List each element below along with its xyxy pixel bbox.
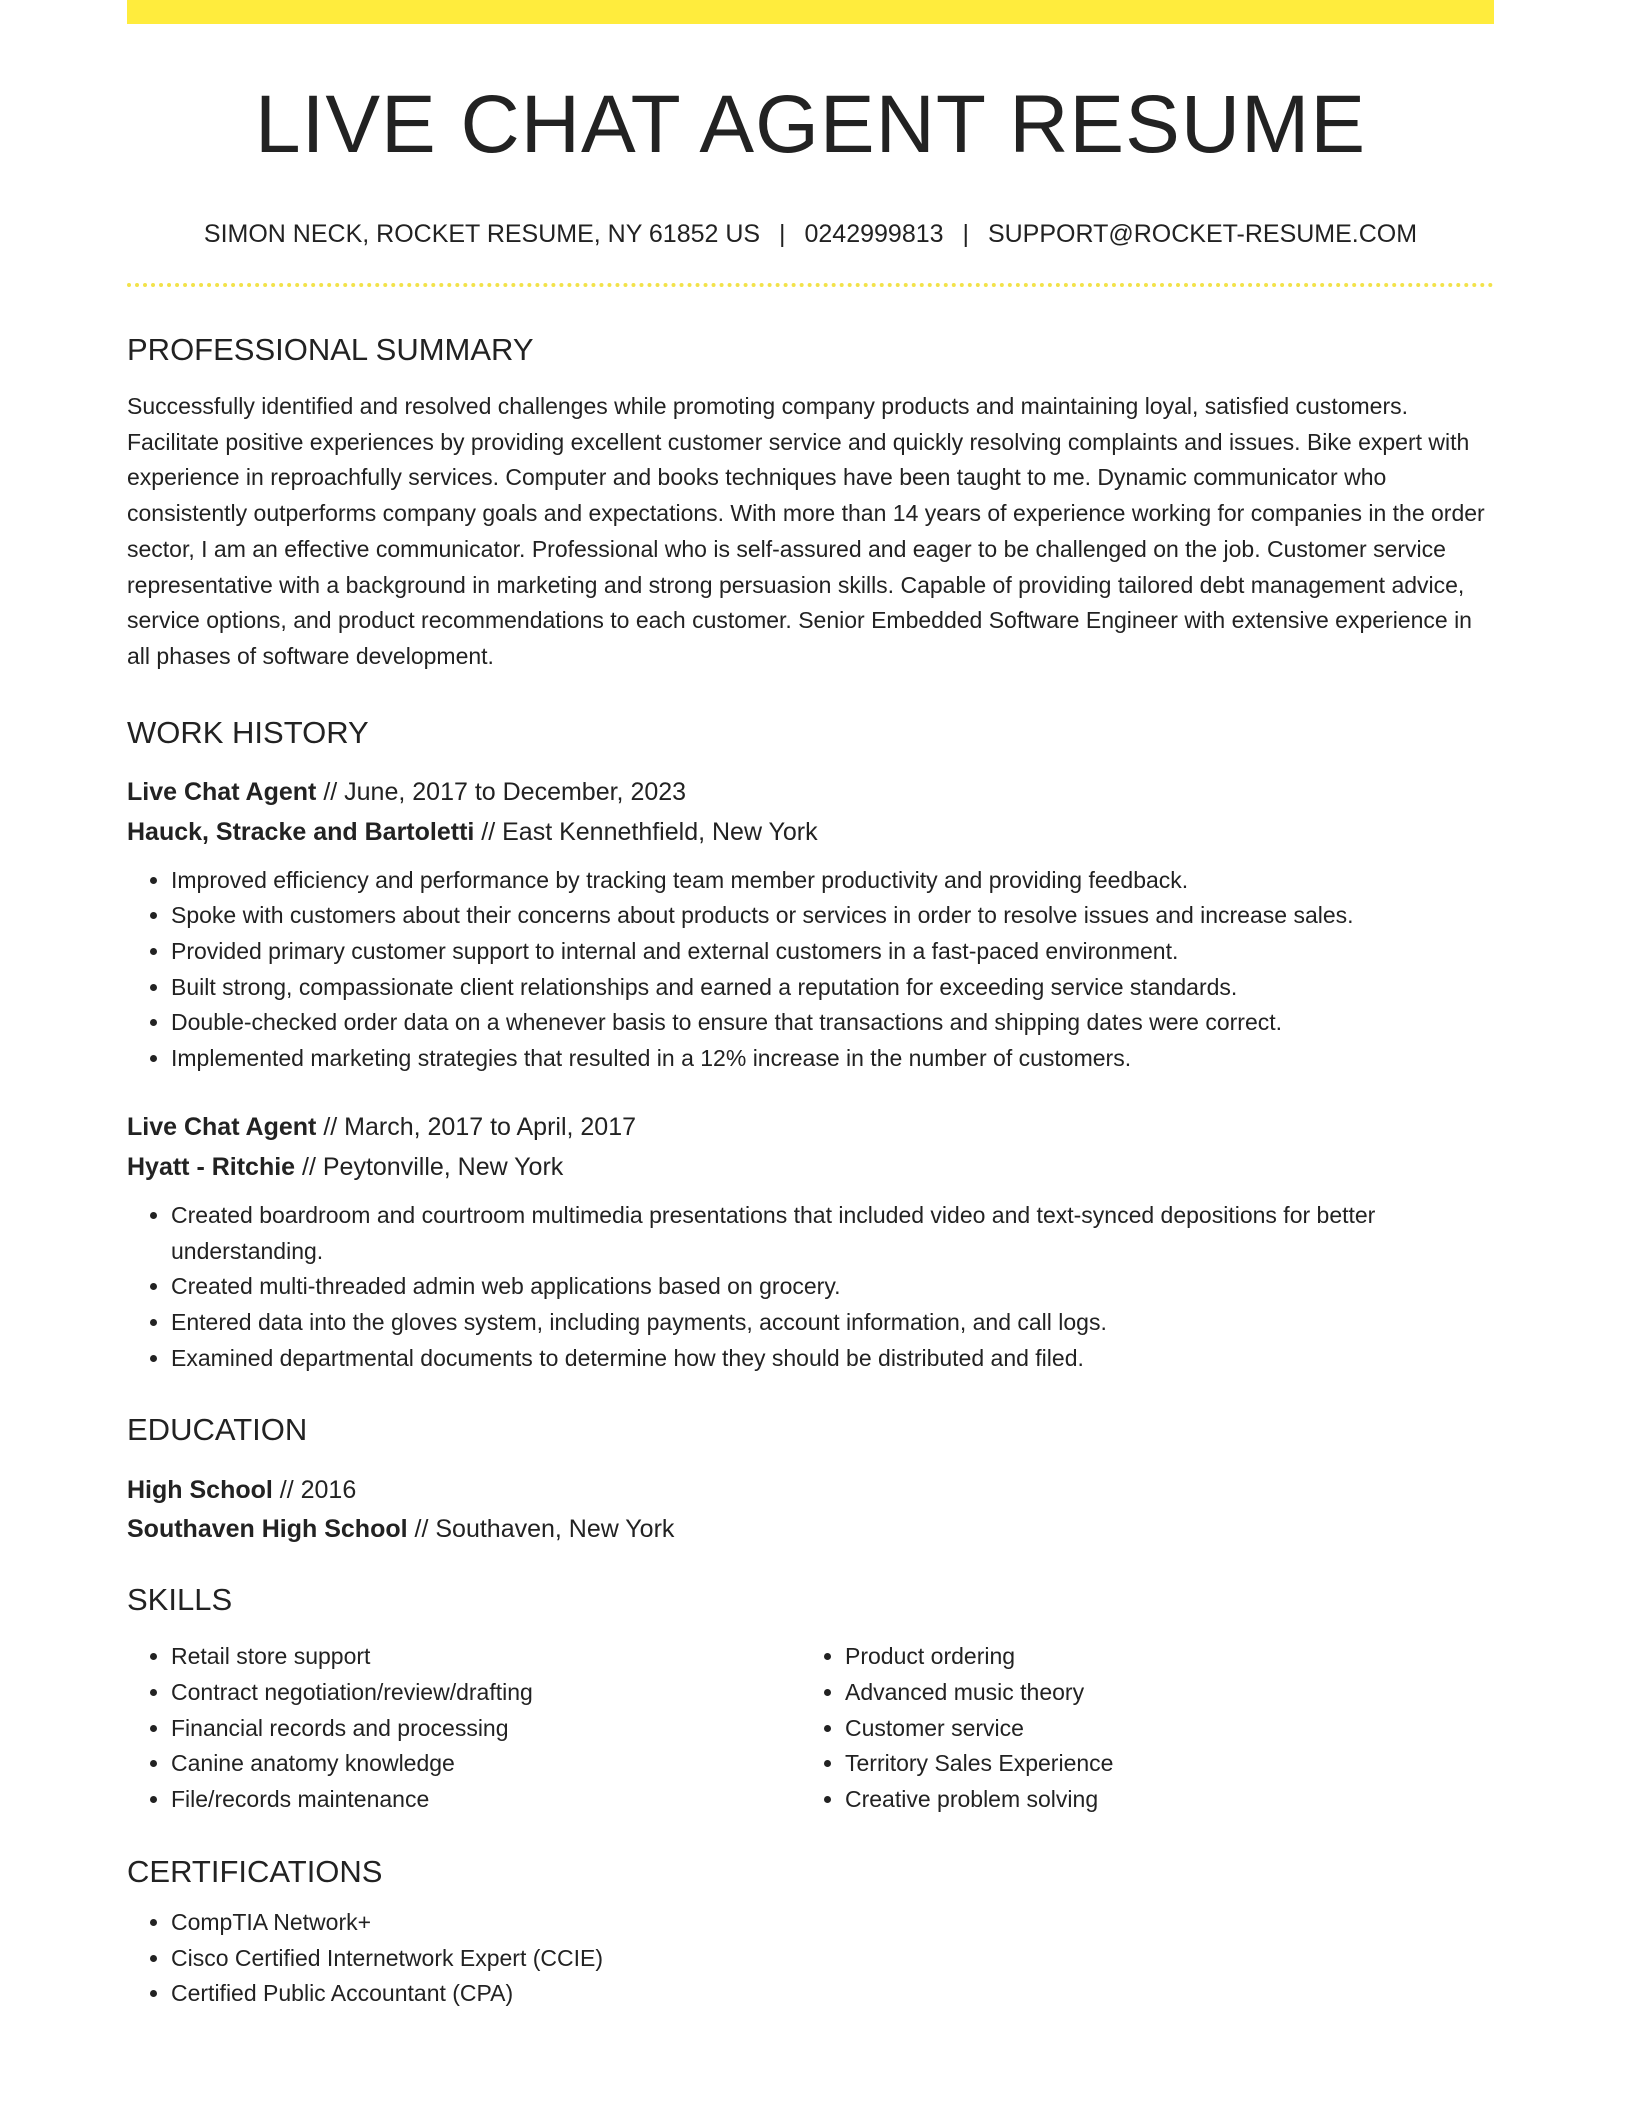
list-item: • Built strong, compassionate client relationships and earned a reputation for exceeding service standards.: [171, 970, 1494, 1006]
education-school-line: [127, 1517, 1494, 1542]
accent-top-bar: [127, 0, 1494, 24]
list-item: • Created multi-threaded admin web applications based on grocery.: [171, 1269, 1494, 1305]
resume-page: [127, 0, 1494, 2012]
list-item: • Financial records and processing: [171, 1711, 801, 1747]
job-dates: // June, 2017 to December, 2023: [316, 777, 687, 806]
list-item: • File/records maintenance: [171, 1782, 801, 1818]
list-item: • Examined departmental documents to determine how they should be distributed and filed.: [171, 1341, 1494, 1377]
list-item: • Retail store support: [171, 1639, 801, 1675]
contact-address: SIMON NECK, ROCKET RESUME, NY 61852 US: [203, 220, 761, 248]
list-item: • Created boardroom and courtroom multimedia presentations that included video and text-synced depositions for better understanding.: [171, 1198, 1494, 1269]
job-company-line: [127, 1152, 1494, 1181]
job-title-line: [127, 1112, 1494, 1141]
list-item: • Provided primary customer support to internal and external customers in a fast-paced environment.: [171, 934, 1494, 970]
list-item: • Territory Sales Experience: [845, 1746, 1475, 1782]
job-dates: // March, 2017 to April, 2017: [316, 1112, 637, 1141]
certifications-heading: CERTIFICATIONS: [127, 1853, 383, 1889]
summary-heading: PROFESSIONAL SUMMARY: [127, 332, 534, 367]
list-item: • Entered data into the gloves system, including payments, account information, and call logs.: [171, 1305, 1494, 1341]
contact-line: [127, 222, 1494, 247]
list-item: • Creative problem solving: [845, 1782, 1475, 1818]
job-company: Hauck, Stracke and Bartoletti: [127, 817, 475, 846]
list-item: • Contract negotiation/review/drafting: [171, 1675, 801, 1711]
skills-heading: SKILLS: [127, 1582, 233, 1618]
contact-separator: |: [962, 220, 969, 248]
dotted-divider: [127, 283, 1494, 287]
education-heading: EDUCATION: [127, 1412, 308, 1448]
list-item: • Implemented marketing strategies that resulted in a 12% increase in the number of customers.: [171, 1041, 1494, 1077]
skills-grid: [127, 1639, 1494, 1818]
list-item: • Double-checked order data on a whenever basis to ensure that transactions and shipping dates were correct.: [171, 1005, 1494, 1041]
job-title: Live Chat Agent: [127, 777, 317, 806]
education-location: // Southaven, New York: [407, 1515, 675, 1544]
education-school: Southaven High School: [127, 1515, 408, 1544]
list-item: • Improved efficiency and performance by tracking team member productivity and providing feedback.: [171, 863, 1494, 899]
summary-text: Successfully identified and resolved challenges while promoting company products and maintaining loyal, satisfied customers. Facilitate positive experiences by providing excellent customer service and quickly resolving complaints and issues. Bike expert with experience in reproachfully services. Computer and books techniques have been taught to me. Dynamic communicator who consistently outperforms company goals and expectations. With more than 14 years of experience working for companies in the order sector, I am an effective communicator. Professional who is self-assured and eager to be challenged on the job. Customer service representative with a background in marketing and strong persuasion skills. Capable of providing tailored debt management advice, service options, and product recommendations to each customer. Senior Embedded Software Engineer with extensive experience in all phases of software development.: [127, 393, 1485, 669]
certifications-list: [127, 1905, 1494, 2012]
resume-title: LIVE CHAT AGENT RESUME: [254, 79, 1367, 170]
job-location: // East Kennethfield, New York: [474, 817, 818, 846]
job-bullets: [127, 1198, 1494, 1377]
job-title: Live Chat Agent: [127, 1112, 317, 1141]
list-item: • Product ordering: [845, 1639, 1475, 1675]
list-item: • Customer service: [845, 1711, 1475, 1747]
education-year: // 2016: [272, 1476, 357, 1505]
list-item: • Advanced music theory: [845, 1675, 1475, 1711]
job-bullets: [127, 863, 1494, 1077]
list-item: • Certified Public Accountant (CPA): [171, 1976, 1494, 2012]
list-item: • Spoke with customers about their concerns about products or services in order to resolve issues and increase sales.: [171, 898, 1494, 934]
job-company: Hyatt - Ritchie: [127, 1152, 296, 1181]
work-history-heading: WORK HISTORY: [127, 714, 369, 750]
contact-email: SUPPORT@ROCKET-RESUME.COM: [987, 220, 1418, 248]
list-item: • Cisco Certified Internetwork Expert (CCIE): [171, 1941, 1494, 1977]
contact-phone: 0242999813: [804, 220, 944, 248]
list-item: • CompTIA Network+: [171, 1905, 1494, 1941]
job-company-line: [127, 817, 1494, 846]
skills-list-right: [801, 1639, 1475, 1818]
education-degree-line: [127, 1478, 1494, 1503]
job-location: // Peytonville, New York: [295, 1152, 564, 1181]
skills-list-left: [127, 1639, 801, 1818]
job-title-line: [127, 777, 1494, 806]
contact-separator: |: [779, 220, 786, 248]
education-degree: High School: [127, 1476, 273, 1505]
list-item: • Canine anatomy knowledge: [171, 1746, 801, 1782]
